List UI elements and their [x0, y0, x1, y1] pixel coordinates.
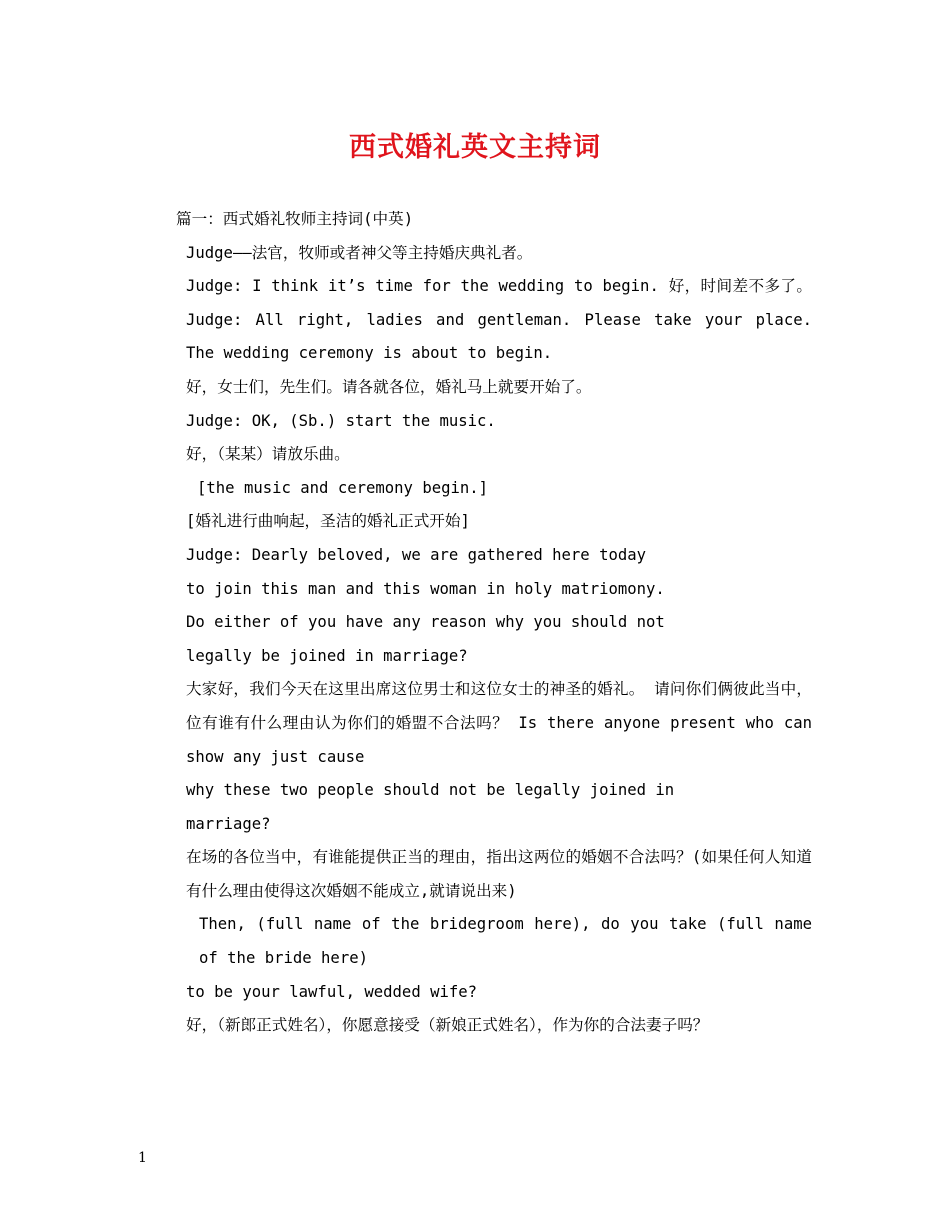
paragraph: Do either of you have any reason why you should not	[186, 613, 665, 632]
document-body	[139, 203, 812, 1043]
paragraph: Judge: Dearly beloved, we are gathered here today	[186, 545, 647, 564]
section-heading: 篇一：西式婚礼牧师主持词(中英)	[176, 210, 414, 228]
paragraph: Judge——法官，牧师或者神父等主持婚庆典礼者。	[186, 243, 533, 262]
paragraph: [婚礼进行曲响起，圣洁的婚礼正式开始]	[186, 512, 470, 531]
paragraph: Judge: I think it’s time for the wedding to begin. 好，时间差不多了。 Judge: All right, ladies and gentleman. Please take your place. The wedding ceremony is about to begin.	[186, 277, 812, 363]
paragraph: why these two people should not be legally joined in	[186, 781, 675, 800]
paragraph: 好，（新郎正式姓名），你愿意接受（新娘正式姓名），作为你的合法妻子吗？	[186, 1016, 709, 1035]
paragraph: 大家好，我们今天在这里出席这位男士和这位女士的神圣的婚礼。 请问你们俩彼此当中，位有谁有什么理由认为你们的婚盟不合法吗？ Is there anyone present who can show any just cause	[186, 680, 812, 766]
paragraph: to be your lawful, wedded wife?	[186, 982, 478, 1001]
paragraph: 好，（某某）请放乐曲。	[186, 445, 350, 464]
page-number: 1	[138, 1150, 147, 1166]
paragraph: legally be joined in marriage?	[186, 646, 468, 665]
paragraph: 好，女士们，先生们。请各就各位，婚礼马上就要开始了。	[186, 377, 592, 396]
paragraph: to join this man and this woman in holy matriomony.	[186, 579, 665, 598]
paragraph: 在场的各位当中，有谁能提供正当的理由，指出这两位的婚姻不合法吗？(如果任何人知道有什么理由使得这次婚姻不能成立,就请说出来)	[186, 848, 812, 900]
paragraph: [the music and ceremony begin.]	[197, 478, 489, 497]
paragraph: Then, (full name of the bridegroom here), do you take (full name of the bride here)	[199, 915, 812, 968]
paragraph: Judge: OK, (Sb.) start the music.	[186, 411, 496, 430]
document-title: 西式婚礼英文主持词	[349, 132, 601, 163]
paragraph: marriage?	[186, 814, 271, 833]
